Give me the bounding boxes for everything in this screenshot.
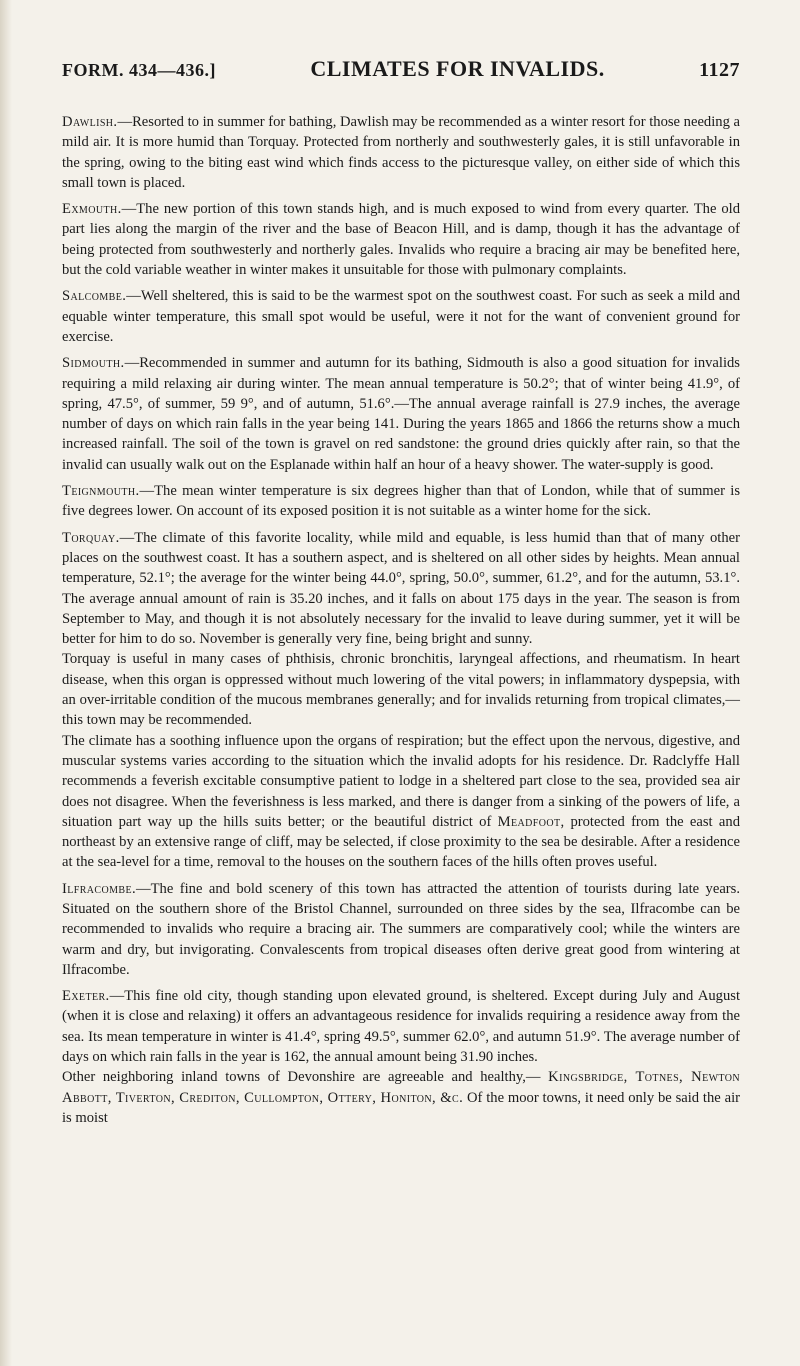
paragraph-text: —The new portion of this town stands high, and is much exposed to wind from every quarter. The old part lies along the margin of the river and the base of Beacon Hill, and is damp, though it has the advantage of being protected from southwesterly and northerly gales. Invalids who require a bracing air may be benefited here, but the cold variable weather in winter makes it unsuitable for those with pulmonary complaints.	[62, 201, 740, 279]
running-header	[62, 56, 740, 82]
paragraph-text: —Well sheltered, this is said to be the warmest spot on the southwest coast. For such as seek a mild and equable winter temperature, this small spot would be useful, were it not for the want of convenient ground for exercise.	[62, 288, 740, 345]
heading-teignmouth: Teignmouth.	[62, 483, 140, 500]
paragraph-ilfracombe	[62, 879, 740, 980]
paragraph-text: Other neighboring inland towns of Devonshire are agreeable and healthy,—	[62, 1069, 549, 1086]
header-title: CLIMATES FOR INVALIDS.	[310, 56, 605, 81]
paragraph-text: —The fine and bold scenery of this town has attracted the attention of tourists during late years. Situated on the southern shore of the Bristol Channel, surrounded on three sides by the sea, Ilfracombe can be recommended to invalids who require a bracing air. The summers are comparatively cool; while the winters are warm and dry, but invigorating. Convalescents from tropical diseases often derive great good from wintering at Ilfracombe.	[62, 880, 740, 978]
heading-ilfracombe: Ilfracombe.	[62, 880, 137, 897]
heading-meadfoot: Meadfoot	[497, 813, 561, 830]
paragraph-text: Torquay is useful in many cases of phthisis, chronic bronchitis, laryngeal affections, and rheumatism. In heart disease, when this organ is oppressed without much lowering of the vital powers; in inflammatory dyspepsia, with an over-irritable condition of the mucous membranes generally; and for invalids returning from tropical climates,—this town may be recommended.	[62, 651, 740, 729]
paragraph-text: The climate has a soothing influence upon the organs of respiration; but the effect upon the nervous, digestive, and muscular systems varies according to the situation which the invalid adopts for his residence. Dr. Radclyffe Hall recommends a feverish excitable consumptive patient to lodge in a sheltered part close to the sea, provided sea air does not disagree. When the feverishness is less marked, and there is danger from a sinking of the powers of life, a situation part way up the hills suits better; or the beautiful district of	[62, 732, 740, 830]
paragraph-text: , protected from the east and northeast by an extensive range of cliff, may be selected, if close proximity to the sea be desirable. After a residence at the sea-level for a time, removal to the houses on the southern faces of the hills often proves useful.	[62, 813, 741, 871]
town-list: Kingsbridge, Totnes, Newton Abbott, Tiverton, Crediton, Cullompton, Ottery, Honiton, &c.	[62, 1069, 740, 1106]
paragraph-exeter	[62, 986, 740, 1067]
paragraph-torquay	[62, 528, 740, 650]
page-edge-shadow	[0, 0, 12, 1366]
paragraph-exmouth	[62, 199, 740, 280]
paragraph-text: —The mean winter temperature is six degrees higher than that of London, while that of summer is five degrees lower. On account of its exposed position it is not suitable as a winter home for the sick.	[62, 483, 740, 520]
heading-sidmouth: Sidmouth.	[62, 355, 125, 372]
paragraph-torquay-climate	[62, 731, 740, 873]
heading-dawlish: Dawlish.	[62, 114, 118, 130]
heading-torquay: Torquay.	[62, 529, 120, 546]
heading-salcombe: Salcombe.	[62, 288, 127, 305]
paragraph-sidmouth	[62, 353, 740, 475]
body-text	[62, 112, 740, 1134]
heading-exeter: Exeter.	[62, 988, 110, 1005]
paragraph-text: Of the moor towns, it need only be said the air is moist	[62, 1089, 740, 1126]
header-form-range: FORM. 434—436.]	[62, 60, 216, 80]
heading-exmouth: Exmouth.	[62, 201, 122, 218]
paragraph-text: —Resorted to in summer for bathing, Dawlish may be recommended as a winter resort for those needing a mild air. It is more humid than Torquay. Protected from northerly and southwesterly gales, it is still unfavorable in the spring, owing to the biting east wind which finds access to the picturesque valley, on either side of which this small town is placed.	[62, 114, 740, 191]
paragraph-torquay-uses	[62, 649, 740, 730]
paragraph-salcombe	[62, 286, 740, 347]
paragraph-other-towns	[62, 1067, 740, 1128]
paragraph-text: —Recommended in summer and autumn for its bathing, Sidmouth is also a good situation for invalids requiring a mild relaxing air during winter. The mean annual temperature is 50.2°; that of winter being 41.9°, of spring, 47.5°, of summer, 59 9°, and of autumn, 51.6°.—The annual average rainfall is 27.9 inches, the average number of days on which rain falls in the year being 141. During the years 1865 and 1866 the returns show a much increased rainfall. The soil of the town is gravel on red sandstone: the ground dries quickly after rain, so that the invalid can usually walk out on the Esplanade within half an hour of a heavy shower. The water-supply is good.	[62, 355, 740, 473]
page-number: 1127	[699, 59, 740, 81]
paragraph-teignmouth	[62, 481, 740, 522]
paragraph-text: —The climate of this favorite locality, while mild and equable, is less humid than that of many other places on the southwest coast. It has a southern aspect, and is sheltered on all other sides by heights. Mean annual temperature, 52.1°; the average for the winter being 44.0°, spring, 50.0°, summer, 61.2°, and for the autumn, 53.1°. The average annual amount of rain is 35.20 inches, and it falls on about 175 days in the year. The season is from September to May, and though it is not absolutely necessary for the invalid to leave during summer, yet it will be better for him to do so. November is generally very fine, being bright and sunny.	[62, 529, 740, 648]
paragraph-text: —This fine old city, though standing upon elevated ground, is sheltered. Except during July and August (when it is close and relaxing) it offers an advantageous residence for invalids requiring a residence away from the sea. Its mean temperature in winter is 41.4°, spring 49.5°, summer 62.0°, and autumn 51.9°. The average number of days on which rain falls in the year is 162, the annual amount being 31.90 inches.	[62, 988, 740, 1066]
paragraph-dawlish	[62, 112, 740, 193]
